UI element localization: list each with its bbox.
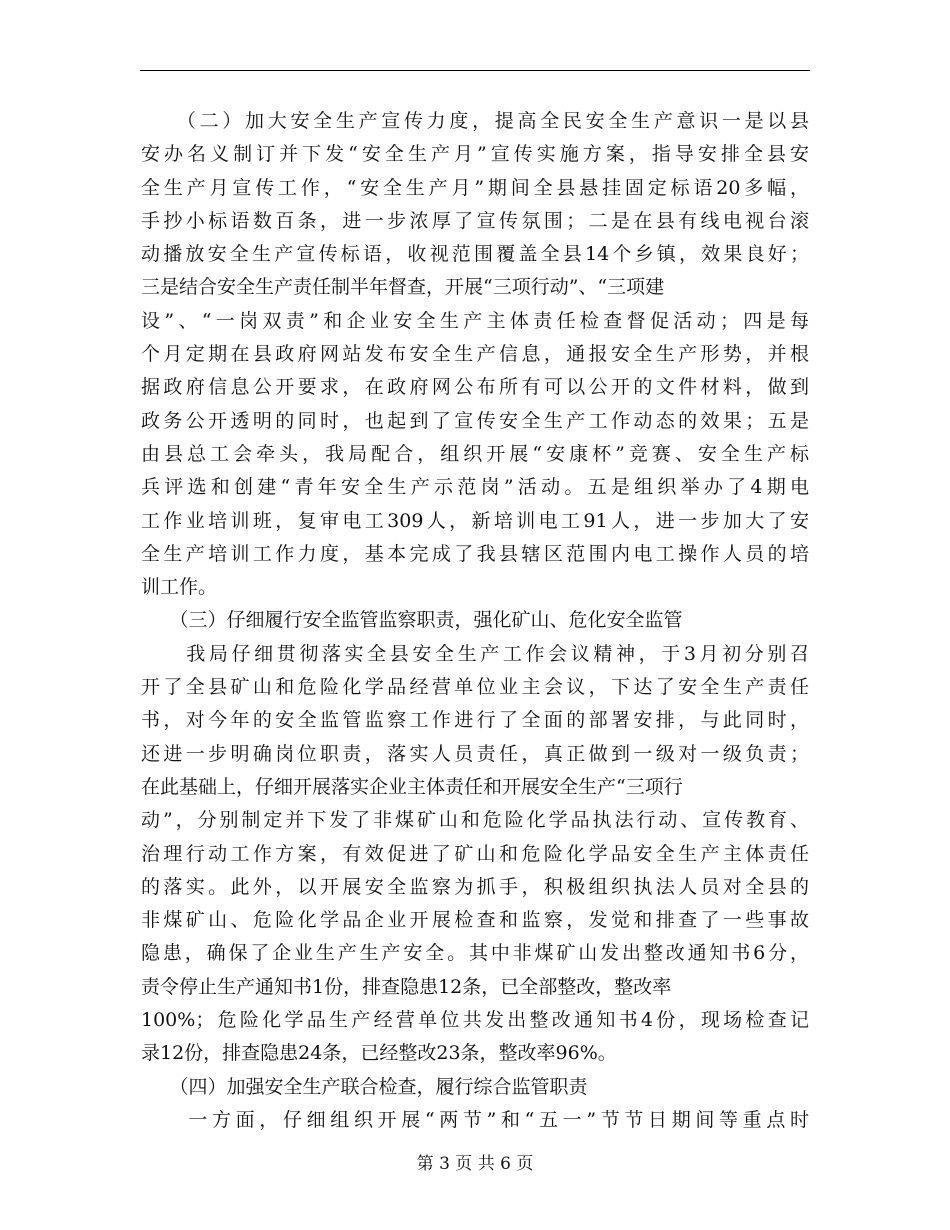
text-line: 由县总工会牵头，我局配合，组织开展“安康杯”竞赛、安全生产标 — [141, 442, 809, 465]
text-line: 非煤矿山、危险化学品企业开展检查和监察，发觉和排查了一些事故 — [141, 909, 809, 932]
text-line: 隐患，确保了企业生产生产安全。其中非煤矿山发出整改通知书6分， — [141, 942, 809, 965]
page-footer — [0, 1152, 950, 1176]
text-line: 兵评选和创建“青年安全生产示范岗”活动。五是组织举办了4期电 — [141, 476, 809, 499]
text-line: 训工作。 — [141, 576, 218, 599]
text-line: 治理行动工作方案，有效促进了矿山和危险化学品安全生产主体责任 — [141, 842, 809, 865]
text-line: 100%；危险化学品生产经营单位共发出整改通知书4份，现场检查记 — [141, 1009, 809, 1032]
text-line: 政务公开透明的同时，也起到了宣传安全生产工作动态的效果；五是 — [141, 409, 809, 432]
text-line: 工作业培训班，复审电工309人，新培训电工91人，进一步加大了安 — [141, 509, 809, 532]
page-number-label: 第 3 页 共 6 页 — [416, 1154, 534, 1174]
text-line: 的落实。此外，以开展安全监察为抓手，积极组织执法人员对全县的 — [141, 875, 809, 898]
text-line: （三）仔细履行安全监管监察职责，强化矿山、危化安全监管 — [141, 609, 683, 632]
document-body — [141, 105, 809, 1137]
text-line: 全生产培训工作力度，基本完成了我县辖区范围内电工操作人员的培 — [141, 542, 809, 565]
text-line: 动播放安全生产宣传标语，收视范围覆盖全县14个乡镇，效果良好； — [141, 243, 809, 266]
text-line: 动”，分别制定并下发了非煤矿山和危险化学品执法行动、宣传教育、 — [141, 809, 809, 832]
text-line: 书，对今年的安全监管监察工作进行了全面的部署安排，与此同时， — [141, 709, 809, 732]
text-line: 全生产月宣传工作，“安全生产月”期间全县悬挂固定标语20多幅， — [141, 176, 809, 199]
text-line: 还进一步明确岗位职责，落实人员责任，真正做到一级对一级负责； — [141, 742, 809, 765]
text-line: 个月定期在县政府网站发布安全生产信息，通报安全生产形势，并根 — [141, 343, 809, 366]
text-line: 设”、“一岗双责”和企业安全生产主体责任检查督促活动；四是每 — [141, 309, 809, 332]
text-line: 一方面，仔细组织开展“两节”和“五一”节节日期间等重点时 — [141, 1108, 809, 1131]
text-line: 安办名义制订并下发“安全生产月”宣传实施方案，指导安排全县安 — [141, 143, 809, 166]
text-line: （二）加大安全生产宣传力度，提高全民安全生产意识一是以县 — [141, 110, 809, 132]
text-line: 三是结合安全生产责任制半年督查，开展“三项行动”、“三项建 — [141, 276, 665, 299]
text-line: 开了全县矿山和危险化学品经营单位业主会议，下达了安全生产责任 — [141, 676, 809, 699]
header-rule — [140, 70, 810, 71]
text-line: 据政府信息公开要求，在政府网公布所有可以公开的文件材料，做到 — [141, 376, 809, 399]
text-line: 录12份，排查隐患24条，已经整改23条，整改率96%。 — [141, 1042, 617, 1065]
text-line: 责令停止生产通知书1份，排查隐患12条，已全部整改，整改率 — [141, 975, 672, 998]
text-line: 手抄小标语数百条，进一步浓厚了宣传氛围；二是在县有线电视台滚 — [141, 209, 809, 232]
text-line: 我局仔细贯彻落实全县安全生产工作会议精神，于3月初分别召 — [141, 642, 809, 665]
text-line: （四）加强安全生产联合检查，履行综合监管职责 — [141, 1075, 588, 1098]
text-line: 在此基础上，仔细开展落实企业主体责任和开展安全生产“三项行 — [141, 775, 683, 798]
